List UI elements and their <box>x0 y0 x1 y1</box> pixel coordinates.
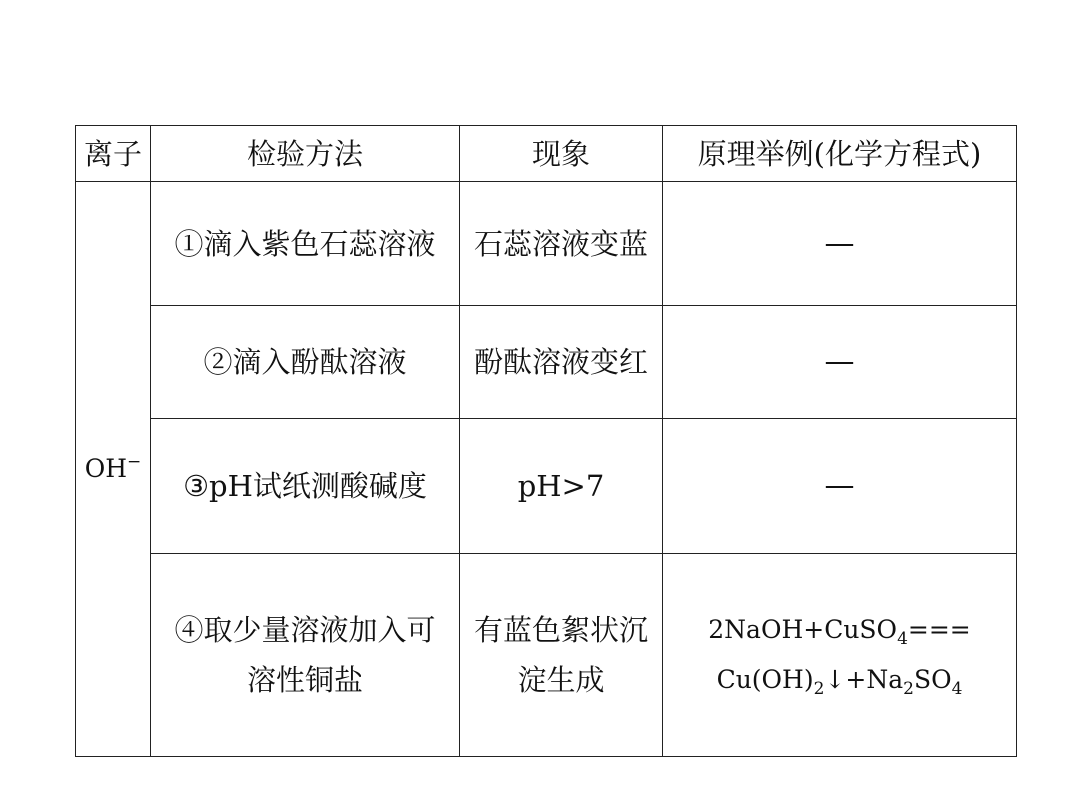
table-row <box>76 306 1017 419</box>
equation-subscript: 4 <box>897 629 908 649</box>
equation-line <box>663 655 1016 705</box>
table-row <box>76 182 1017 306</box>
equation-subscript: 2 <box>903 679 914 699</box>
phenomenon-cell: pH>7 <box>460 419 663 554</box>
equation-text: ↓+Na <box>824 665 904 694</box>
equation-cell <box>663 554 1017 757</box>
table-row <box>76 419 1017 554</box>
equation-line <box>663 605 1016 655</box>
ion-base: OH <box>84 454 128 483</box>
equation-text: Cu(OH) <box>716 665 814 694</box>
header-principle: 原理举例(化学方程式) <box>663 126 1017 182</box>
ion-charge: − <box>127 452 142 472</box>
equation-subscript: 4 <box>951 679 963 699</box>
header-row <box>76 126 1017 182</box>
method-line: ④取少量溶液加入可 <box>174 613 436 647</box>
method-cell: ③pH试纸测酸碱度 <box>151 419 460 554</box>
method-cell: ①滴入紫色石蕊溶液 <box>151 182 460 306</box>
phenomenon-line: 淀生成 <box>517 663 605 697</box>
phenomenon-cell <box>460 554 663 757</box>
method-cell <box>151 554 460 757</box>
equation-text: 2NaOH+CuSO <box>708 615 898 644</box>
equation-equals: === <box>907 615 971 644</box>
header-ion: 离子 <box>76 126 151 182</box>
method-line: 溶性铜盐 <box>246 663 363 697</box>
header-method: 检验方法 <box>151 126 460 182</box>
method-cell: ②滴入酚酞溶液 <box>151 306 460 419</box>
table-row <box>76 554 1017 757</box>
header-phenomenon: 现象 <box>460 126 663 182</box>
principle-cell: — <box>663 419 1017 554</box>
phenomenon-cell: 酚酞溶液变红 <box>460 306 663 419</box>
phenomenon-line: 有蓝色絮状沉 <box>473 613 648 647</box>
phenomenon-cell: 石蕊溶液变蓝 <box>460 182 663 306</box>
principle-cell: — <box>663 306 1017 419</box>
equation-text: SO <box>913 665 952 694</box>
ion-cell <box>76 182 151 757</box>
equation-subscript: 2 <box>813 679 825 699</box>
ion-test-table <box>75 125 1017 757</box>
principle-cell: — <box>663 182 1017 306</box>
